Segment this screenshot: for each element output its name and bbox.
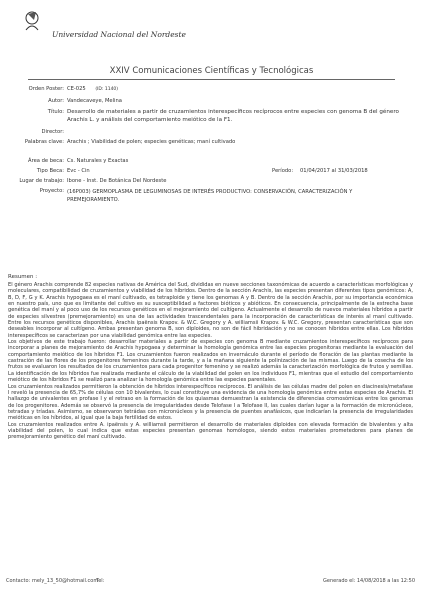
resumen-paragraph: Los objetivos de este trabajo fueron: desarrollar materiales a partir de especies con genoma B mediante cruzamientos interespecíficos recíprocos para incorporar a planes de mejoramiento de Arachis hypogaea y determinar la homología genómica entre las especies progenitoras mediante la evaluación del comportamiento meiótico de los híbridos F1. Los cruzamientos fueron realizados en invernáculo durante el período de floración de las plantas mediante la castración de las flores de los progenitores femeninos durante la tarde, y a la mañana siguiente la polinización de las mismas. Luego de la cosecha de los frutos se evaluaron los resultados de los cruzamientos para cada progenitor femenino y se realizó además la caracterización morfológica de frutos y semillas. La identificación de los híbridos fue realizada mediante el cálculo de la viabilidad del polen en los individuos F1, mientras que el estudio del comportamiento meiótico de los híbridos F1 se realizó para analizar la homología genómica entre las especies parentales. — [8, 339, 413, 384]
proyecto-value: (16P003) GERMOPLASMA DE LEGUMINOSAS DE INTERÉS PRODUCTIVO: CONSERVACIÓN, CARACTERIZACIÓN Y PREMEJORAMIENTO. — [67, 189, 353, 203]
palabras-clave-label: Palabras clave: — [24, 139, 64, 145]
autor-label: Autor: — [48, 98, 64, 104]
university-logo — [24, 8, 186, 56]
titulo-value: Desarrollo de materiales a partir de cruzamientos interespecíficos recíprocos entre especies con genoma B del género Arachis L. y análisis del comportamiento meiótico de la F1. — [67, 109, 399, 123]
resumen-paragraph: Los cruzamientos realizados permitieron la obtención de híbridos interespecíficos recíprocos. El análisis de las células madre del polen en diacinesis/metafase I reveló la presencia de 65,7% de células con 10 bivalentes, lo cual constituye una evidencia de una homología genómica entre estas especies de Arachis. El hallazgo de univalentes en profase I y el retraso en la formación de los quiasmas demuestran la existencia de diferencias cromosómicas entre los genomas de los progenitores. Además se observó la presencia de irregularidades desde Telofase I a Telofase II, las cuales darían lugar a la formación de micronúcleos, tetradas y tríadas. Asimismo, se observaron tetrádas con micronúcleos y la presencia de puentes anafásicos, que indicarían la presencia de irregularidades meióticas en los híbridos, al igual que la baja fertilidad de estos. — [8, 383, 413, 422]
proyecto-label: Proyecto: — [39, 188, 64, 194]
tipo-beca-value: Evc - Cin — [67, 168, 90, 174]
periodo-label: Período: — [272, 168, 294, 174]
contacto-label: Contacto: — [6, 578, 31, 584]
area-beca-label: Área de beca: — [28, 158, 64, 164]
orden-poster-code: CE-025 — [67, 86, 86, 92]
orden-poster-id: (ID: 1140) — [95, 87, 119, 92]
periodo-value: 01/04/2017 al 31/03/2018 — [300, 168, 368, 174]
title-divider — [28, 79, 395, 80]
palabras-clave-value: Arachis ; Viabilidad de polen; especies genéticas; maní cultivado — [67, 139, 236, 145]
university-emblem-icon — [24, 8, 50, 36]
generado-timestamp: Generado el: 14/08/2018 a las 12:50 — [323, 578, 415, 584]
resumen-paragraph: Los cruzamientos realizados entre A. ipaënsis y A. williamsii permitieron el desarrollo de materiales diploides con elevada formación de bivalentes y alta viabilidad del polen, lo cual indica que estas especies presentan genomas homólogos, siendo estos materiales prometedores para planes de premejoramiento genético del maní cultivado. — [8, 421, 413, 441]
conference-title: XXIV Comunicaciones Científicas y Tecnológicas — [109, 66, 314, 76]
area-beca-value: Cs. Naturales y Exactas — [67, 158, 129, 164]
orden-poster-label: Orden Poster: — [28, 86, 64, 92]
autor-value: Vandecaveye, Melina — [67, 98, 122, 104]
titulo-label: Título: — [47, 109, 64, 115]
resumen-title: Resumen : — [8, 274, 38, 280]
director-label: Director: — [41, 129, 64, 135]
lugar-trabajo-value: Ibone - Inst. De Botánica Del Nordeste — [67, 178, 167, 184]
university-name: Universidad Nacional del Nordeste — [52, 30, 186, 39]
orden-poster-value — [67, 86, 407, 93]
tipo-beca-label: Tipo Beca: — [36, 168, 64, 174]
telefono-label: Tel: — [96, 578, 105, 584]
contacto-email: mely_13_50@hotmail.com — [32, 578, 99, 584]
lugar-trabajo-label: Lugar de trabajo: — [19, 178, 64, 184]
resumen-paragraph: El género Arachis comprende 82 especies nativas de América del Sud, divididas en nueve secciones taxonómicas de acuerdo a características morfológicas y moleculares, compatibilidad de cruzamientos y viabilidad de los híbridos. Dentro de la sección Arachis, las especies presentan diferentes tipos genómicos: A, B, D, F, G y K. Arachis hypogaea es el maní cultivado, es tetraploide y tiene los genomas A y B. Dentro de la sección Arachis, por su importancia económica en nuestro país, uno que es limitante del cultivo es su susceptibilidad a factores bióticos y abióticos. En consecuencia, principalmente de la estrecha base genética del maní y al poco uso de los recursos genéticos en el mejoramiento del cultígeno. Actualmente el desarrollo de nuevos materiales híbridos a partir de especies silvestres (premejoramiento) es una de las actividades trascendentales para la incorporación de características de interés al maní cultivado. Entre los recursos genéticos disponibles, Arachis ipaënsis Krapov. & W.C. Gregory y A. williamsii Krapov. & W.C. Gregory, presentan características que son deseables incorporar al cultígeno. Ambas presentan genoma B, son diploides, no son de fácil hibridación y no se conocen híbridos entre ellas. Los híbridos interespecíficos se caracterizan por una viabilidad genómica entre las especies. — [8, 282, 413, 339]
resumen-body — [8, 282, 413, 441]
